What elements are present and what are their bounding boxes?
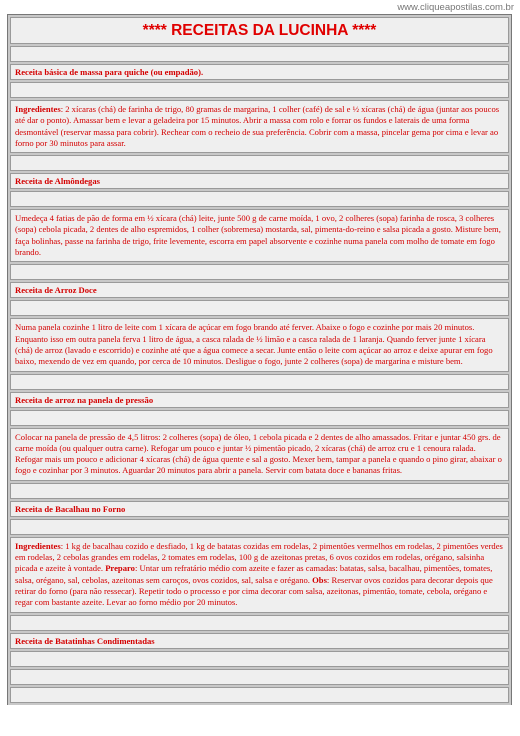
- spacer-row: [10, 191, 509, 207]
- recipe-text-arroz-pressao: Colocar na panela de pressão de 4,5 litros: 2 colheres (sopa) de óleo, 1 cebola picada e 2 dentes de alho amassados. Fritar e juntar 450 grs. de carne moída (ou qualquer outra carne). Refogar um pouco e juntar ½ pimentão picado, 2 xícaras (chá) de arroz cru e 1 cenoura ralada. Refogar mais um pouco e adicionar 4 xícaras (chá) de água quente e sal a gosto. Mexer bem, tampar a panela e quando o pino girar, abaixar o fogo e cozinhar por 3 minutos. Aguardar 20 minutos para abrir a panela. Servir com batata doce e bananas fritas.: [10, 428, 509, 481]
- recipe-heading-bacalhau: Receita de Bacalhau no Forno: [10, 501, 509, 517]
- spacer-row: [10, 519, 509, 535]
- recipe-heading-arroz-doce: Receita de Arroz Doce: [10, 282, 509, 298]
- spacer-row: [10, 374, 509, 390]
- page-title: **** RECEITAS DA LUCINHA ****: [10, 17, 509, 44]
- spacer-row: [10, 669, 509, 685]
- spacer-row: [10, 615, 509, 631]
- spacer-row: [10, 410, 509, 426]
- recipe-body: : 2 xícaras (chá) de farinha de trigo, 80 gramas de margarina, 1 colher (café) de sal e ½ xícaras (chá) de água (juntar aos poucos até dar o ponto). Amassar bem e levar a geladeira por 15 minutos. Abrir a massa com rolo e forrar os fundos e laterais de uma forma desmontável (reservar massa para cobrir). Rechear com o recheio de sua preferência. Cobrir com a massa, pincelar gema por cima e levar ao forno por 30 minutos para assar.: [15, 104, 500, 148]
- spacer-row: [10, 264, 509, 280]
- preparo-label: Preparo: [105, 563, 135, 574]
- recipe-body: : Untar um refratário médio com azeite e fazer as camadas: batatas, salsa, bacalhau, pimentões, tomates, salsa, orégano, sal, cebolas, azeitonas sem caroços, ovos cozidos, sal, salsa e orégano.: [15, 563, 493, 585]
- recipe-page: [7, 14, 512, 705]
- ingredients-label: Ingredientes: [15, 540, 61, 551]
- site-url: www.cliqueapostilas.com.br: [397, 2, 514, 13]
- recipe-heading-batatinhas: Receita de Batatinhas Condimentadas: [10, 633, 509, 649]
- ingredients-label: Ingredientes: [15, 104, 61, 114]
- recipe-text-quiche: [10, 100, 509, 153]
- spacer-row: [10, 46, 509, 62]
- spacer-row: [10, 300, 509, 316]
- recipe-text-bacalhau: [10, 537, 509, 613]
- recipe-text-arroz-doce: Numa panela cozinhe 1 litro de leite com 1 xícara de açúcar em fogo brando até ferver. Abaixe o fogo e cozinhe por mais 20 minutos. Enquanto isso em outra panela ferva 1 litro de água, a casca ralada de ½ limão e a casca ralada de 1 laranja. Quando ferver junte 1 xícara (chá) de arroz (lavado e escorrido) e cozinhe até que a água comece a secar. Junte então o leite com açúcar ao arroz e deixe apurar em fogo baixo, mexendo de vez em quando, por cerca de 10 minutos. Desligue o fogo, junte 2 colheres (sopa) de margarina e misture bem.: [10, 318, 509, 371]
- spacer-row: [10, 651, 509, 667]
- recipe-body: : 1 kg de bacalhau cozido e desfiado, 1 kg de batatas cozidas em rodelas, 2 pimentões vermelhos em rodelas, 2 pimentões verdes em rodelas, 2 cebolas grandes em rodelas, 2 tomates em rodelas, 100 g de azeitonas pretas, 6 ovos cozidos em rodelas, orégano, salsinha picada e azeite à vontade.: [15, 540, 503, 574]
- recipe-body: : Reservar ovos cozidos para decorar depois que retirar do forno (para não ressecar). Repetir todo o processo e por cima decorar com salsa, azeitonas, pimentão, tomate, cebola, orégano e regar com bastante azeite. Levar ao forno médio por 20 minutos.: [15, 574, 493, 608]
- spacer-row: [10, 483, 509, 499]
- recipe-text-almondegas: Umedeça 4 fatias de pão de forma em ½ xícara (chá) leite, junte 500 g de carne moída, 1 ovo, 2 colheres (sopa) farinha de rosca, 3 colheres (sopa) cebola picada, 2 dentes de alho espremidos, 1 colher (sobremesa) mostarda, sal, pimenta-do-reino e salsa picada a gosto. Misture bem, faça bolinhas, passe na farinha de trigo, frite levemente, escorra em papel absorvente e cozinhe numa panela com molho de tomate em fogo brando.: [10, 209, 509, 262]
- recipe-heading-almondegas: Receita de Almôndegas: [10, 173, 509, 189]
- recipe-heading-quiche: Receita básica de massa para quiche (ou empadão).: [10, 64, 509, 80]
- recipe-heading-arroz-pressao: Receita de arroz na panela de pressão: [10, 392, 509, 408]
- obs-label: Obs: [312, 574, 327, 585]
- spacer-row: [10, 82, 509, 98]
- spacer-row: [10, 687, 509, 703]
- spacer-row: [10, 155, 509, 171]
